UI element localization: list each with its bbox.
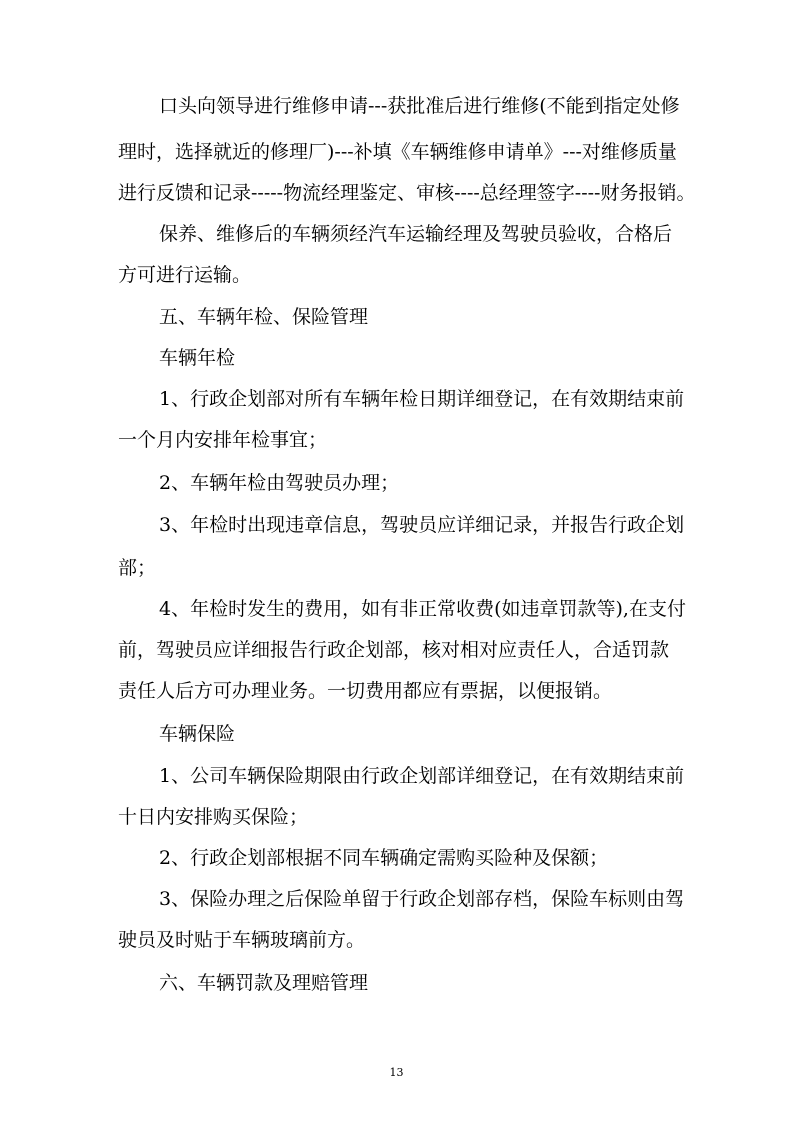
paragraph-line: 保养、维修后的车辆须经汽车运输经理及驾驶员验收，合格后	[159, 223, 673, 245]
paragraph-line: 部；	[118, 557, 157, 579]
paragraph-line: 1、公司车辆保险期限由行政企划部详细登记，在有效期结束前	[159, 765, 685, 787]
paragraph-line: 十日内安排购买保险；	[118, 806, 309, 828]
paragraph-line: 责任人后方可办理业务。一切费用都应有票据，以便报销。	[118, 680, 613, 702]
paragraph-line: 前，驾驶员应详细报告行政企划部，核对相对应责任人，合适罚款	[118, 639, 670, 661]
paragraph-line: 一个月内安排年检事宜；	[118, 429, 328, 451]
paragraph-line: 3、保险办理之后保险单留于行政企划部存档，保险车标则由驾	[159, 888, 685, 910]
paragraph-line: 进行反馈和记录-----物流经理鉴定、审核----总经理签字----财务报销。	[118, 182, 696, 204]
paragraph-line: 2、车辆年检由驾驶员办理；	[159, 472, 400, 494]
section-heading: 六、车辆罚款及理赔管理	[159, 972, 369, 994]
paragraph-line: 3、年检时出现违章信息，驾驶员应详细记录，并报告行政企划	[159, 514, 685, 536]
section-heading: 五、车辆年检、保险管理	[159, 306, 369, 328]
paragraph-line: 理时，选择就近的修理厂)---补填《车辆维修申请单》---对维修质量	[118, 141, 677, 163]
subsection-heading: 车辆年检	[159, 347, 236, 369]
paragraph-line: 2、行政企划部根据不同车辆确定需购买险种及保额；	[159, 847, 609, 869]
paragraph-line: 4、年检时发生的费用，如有非正常收费(如违章罚款等),在支付	[159, 598, 686, 620]
paragraph-line: 驶员及时贴于车辆玻璃前方。	[118, 929, 366, 951]
page-number: 13	[389, 1066, 404, 1079]
paragraph-line: 口头向领导进行维修申请---获批准后进行维修(不能到指定处修	[159, 95, 680, 117]
paragraph-line: 1、行政企划部对所有车辆年检日期详细登记，在有效期结束前	[159, 388, 685, 410]
subsection-heading: 车辆保险	[159, 723, 236, 745]
paragraph-line: 方可进行运输。	[118, 264, 252, 286]
